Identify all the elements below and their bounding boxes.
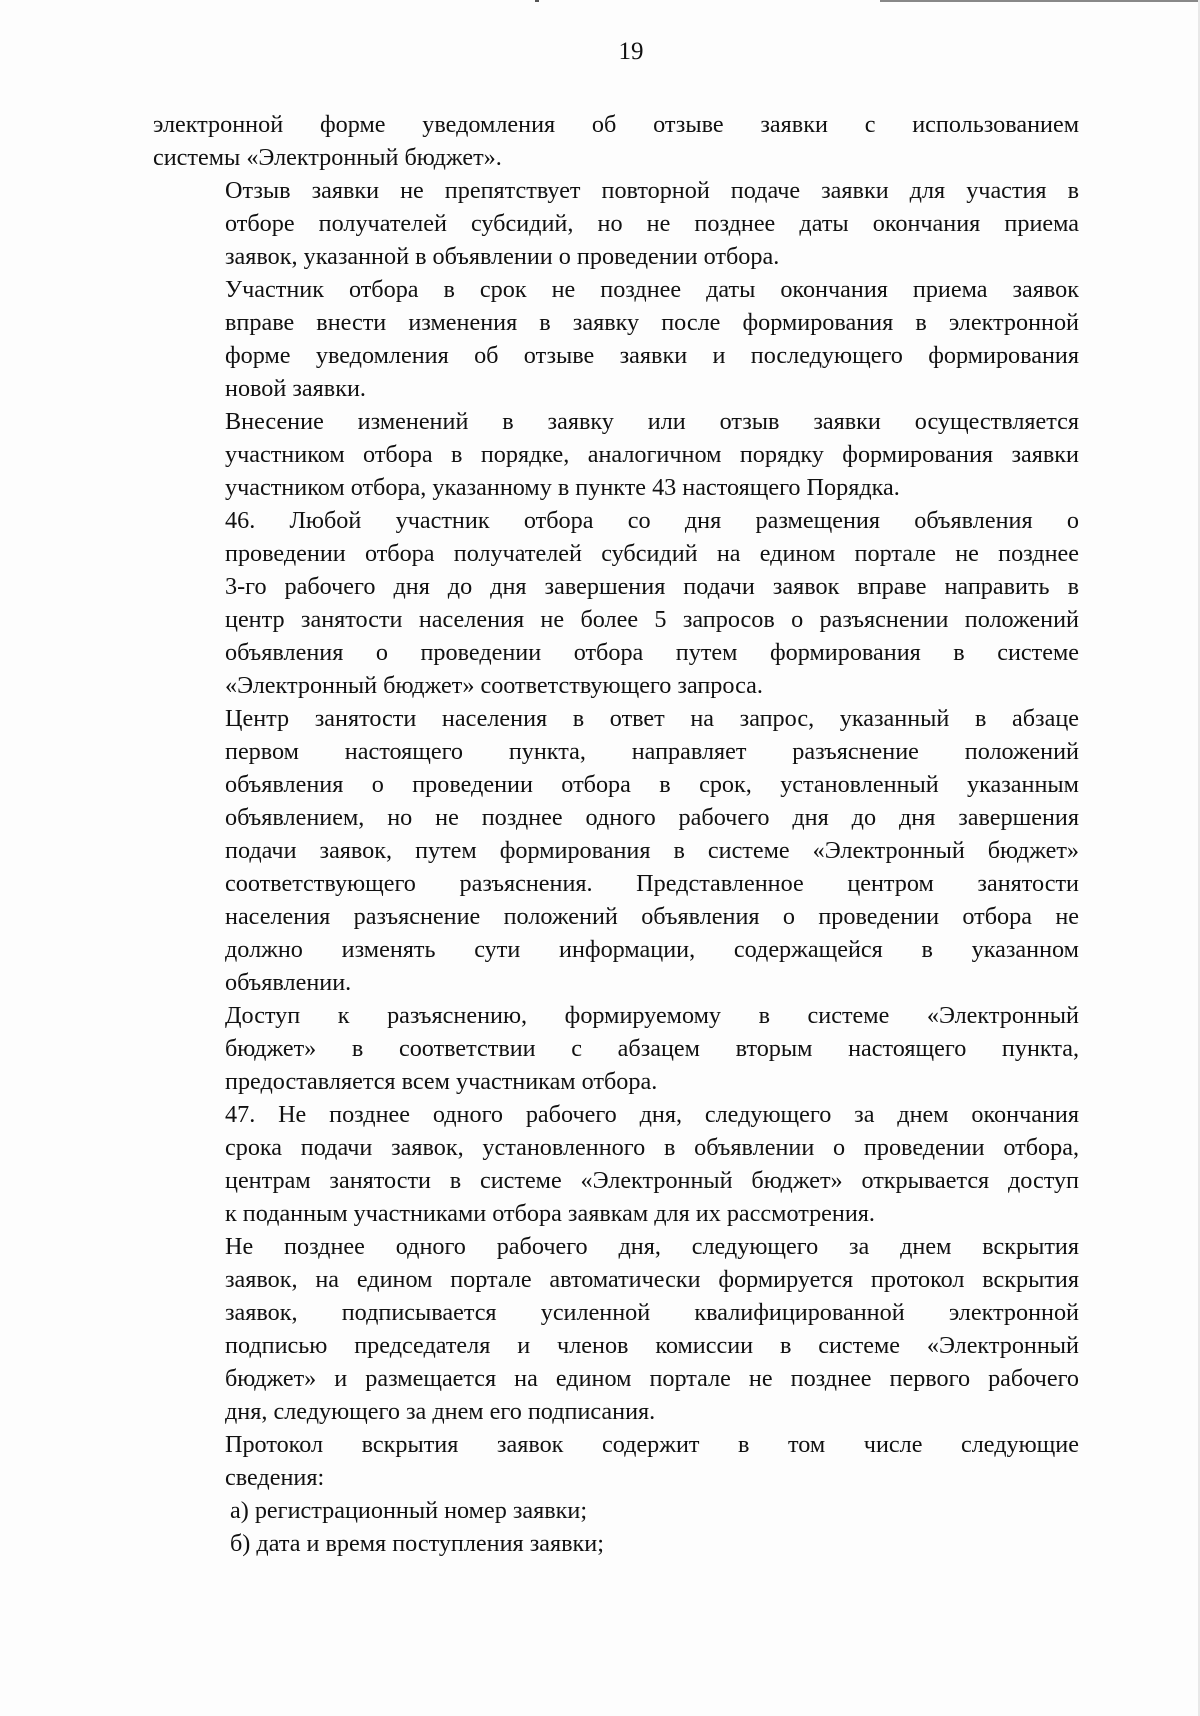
paragraph [153, 174, 1079, 273]
paragraph [153, 1098, 1079, 1230]
text-line: объявления о проведении отбора в срок, установленный указанным [225, 771, 1079, 798]
scan-mark-top [535, 0, 539, 2]
text-line: заявок, указанной в объявлении о проведении отбора. [225, 243, 780, 270]
text-line: вправе внести изменения в заявку после формирования в электронной [225, 309, 1079, 336]
paragraph [153, 999, 1079, 1098]
text-line: объявления о проведении отбора путем формирования в системе [225, 639, 1079, 666]
paragraph [153, 273, 1079, 405]
document-body [153, 108, 1079, 1560]
paragraph [153, 405, 1079, 504]
text-line: заявок, на едином портале автоматически формируется протокол вскрытия [225, 1266, 1079, 1293]
scan-mark-top-right [880, 0, 1200, 2]
text-line: Отзыв заявки не препятствует повторной подаче заявки для участия в [225, 177, 1079, 204]
page-number: 19 [618, 38, 644, 65]
paragraph [153, 702, 1079, 999]
text-line: системы «Электронный бюджет». [153, 144, 502, 171]
text-line: сведения: [225, 1464, 325, 1491]
text-line: «Электронный бюджет» соответствующего запроса. [225, 672, 763, 699]
text-line: соответствующего разъяснения. Представленное центром занятости [225, 870, 1079, 897]
text-line: предоставляется всем участникам отбора. [225, 1068, 658, 1095]
paragraph [153, 504, 1079, 702]
text-line: 3-го рабочего дня до дня завершения подачи заявок вправе направить в [225, 573, 1079, 600]
text-line: срока подачи заявок, установленного в объявлении о проведении отбора, [225, 1134, 1079, 1161]
list-item: б) дата и время поступления заявки; [230, 1530, 604, 1557]
text-line: новой заявки. [225, 375, 366, 402]
text-line: электронной форме уведомления об отзыве заявки с использованием [153, 111, 1079, 138]
text-line: Протокол вскрытия заявок содержит в том числе следующие [225, 1431, 1079, 1458]
text-line: форме уведомления об отзыве заявки и последующего формирования [225, 342, 1079, 369]
text-line: Доступ к разъяснению, формируемому в системе «Электронный [225, 1002, 1079, 1029]
text-line: 47. Не позднее одного рабочего дня, следующего за днем окончания [225, 1101, 1079, 1128]
text-line: бюджет» и размещается на едином портале не позднее первого рабочего [225, 1365, 1079, 1392]
text-line: должно изменять сути информации, содержащейся в указанном [225, 936, 1079, 963]
paragraph [153, 1428, 1079, 1494]
text-line: Не позднее одного рабочего дня, следующего за днем вскрытия [225, 1233, 1079, 1260]
paragraph [153, 108, 1079, 174]
text-line: дня, следующего за днем его подписания. [225, 1398, 656, 1425]
text-line: Центр занятости населения в ответ на запрос, указанный в абзаце [225, 705, 1079, 732]
paragraph [153, 1230, 1079, 1428]
text-line: Участник отбора в срок не позднее даты окончания приема заявок [225, 276, 1079, 303]
text-line: 46. Любой участник отбора со дня размещения объявления о [225, 507, 1079, 534]
text-line: отборе получателей субсидий, но не позднее даты окончания приема [225, 210, 1079, 237]
text-line: объявлением, но не позднее одного рабочего дня до дня завершения [225, 804, 1079, 831]
text-line: проведении отбора получателей субсидий на едином портале не позднее [225, 540, 1079, 567]
text-line: подачи заявок, путем формирования в системе «Электронный бюджет» [225, 837, 1079, 864]
text-line: населения разъяснение положений объявления о проведении отбора не [225, 903, 1079, 930]
text-line: Внесение изменений в заявку или отзыв заявки осуществляется [225, 408, 1079, 435]
text-line: участником отбора, указанному в пункте 43 настоящего Порядка. [225, 474, 900, 501]
text-line: заявок, подписывается усиленной квалифицированной электронной [225, 1299, 1079, 1326]
text-line: центрам занятости в системе «Электронный бюджет» открывается доступ [225, 1167, 1079, 1194]
text-line: первом настоящего пункта, направляет разъяснение положений [225, 738, 1079, 765]
text-line: объявлении. [225, 969, 352, 996]
text-line: подписью председателя и членов комиссии в системе «Электронный [225, 1332, 1079, 1359]
text-line: центр занятости населения не более 5 запросов о разъяснении положений [225, 606, 1079, 633]
text-line: участником отбора в порядке, аналогичном порядку формирования заявки [225, 441, 1079, 468]
list-item: а) регистрационный номер заявки; [230, 1497, 588, 1524]
text-line: бюджет» в соответствии с абзацем вторым настоящего пункта, [225, 1035, 1079, 1062]
text-line: к поданным участниками отбора заявкам для их рассмотрения. [225, 1200, 875, 1227]
